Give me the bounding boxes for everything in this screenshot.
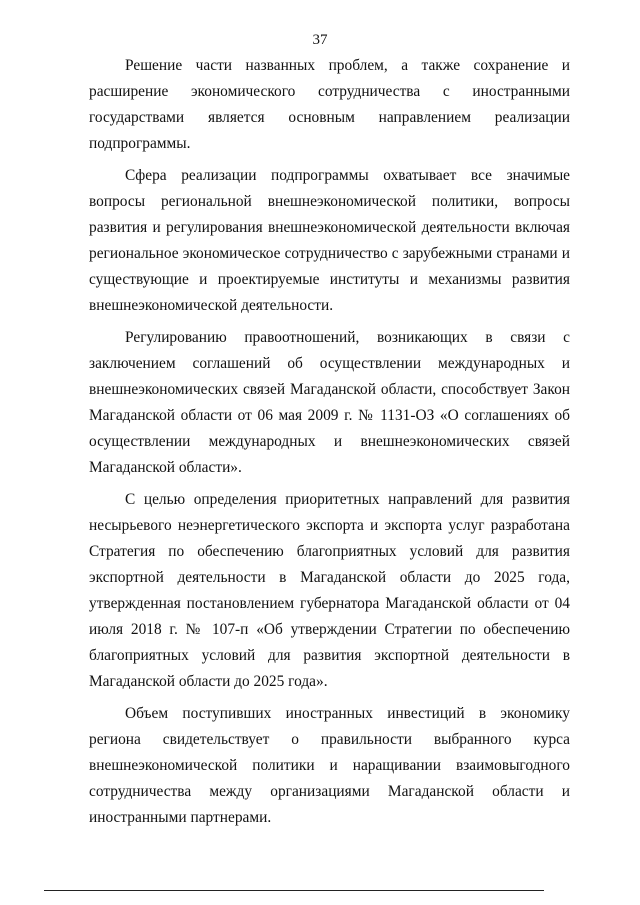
paragraph-2: Сфера реализации подпрограммы охватывает все значимые вопросы региональной внешнеэкономической политики, вопросы развития и регулирования внешнеэкономической деятельности включая региональное экономическое сотрудничество с зарубежными странами и существующие и проектируемые институты и механизмы развития внешнеэкономической деятельности. [89,167,570,314]
bottom-divider [44,890,544,891]
page-number: 37 [312,32,328,48]
paragraph-5: Объем поступивших иностранных инвестиций в экономику региона свидетельствует о правильности выбранного курса внешнеэкономической политики и наращивании взаимовыгодного сотрудничества между организациями Магаданской области и иностранными партнерами. [89,705,570,826]
paragraph-1: Решение части названных проблем, а также сохранение и расширение экономического сотрудничества с иностранными государствами является основным направлением реализации подпрограммы. [89,57,570,152]
paragraph-4: С целью определения приоритетных направлений для развития несырьевого неэнергетического экспорта и экспорта услуг разработана Стратегия по обеспечению благоприятных условий для развития экспортной деятельности в Магаданской области до 2025 года, утвержденная постановлением губернатора Магаданской области от 04 июля 2018 г. № 107-п «Об утверждении Стратегии по обеспечению благоприятных условий для развития экспортной деятельности в Магаданской области до 2025 года». [89,491,570,690]
document-body [89,53,570,831]
paragraph-3: Регулированию правоотношений, возникающих в связи с заключением соглашений об осуществлении международных и внешнеэкономических связей Магаданской области, способствует Закон Магаданской области от 06 мая 2009 г. № 1131-ОЗ «О соглашениях об осуществлении международных и внешнеэкономических связей Магаданской области». [89,329,570,476]
